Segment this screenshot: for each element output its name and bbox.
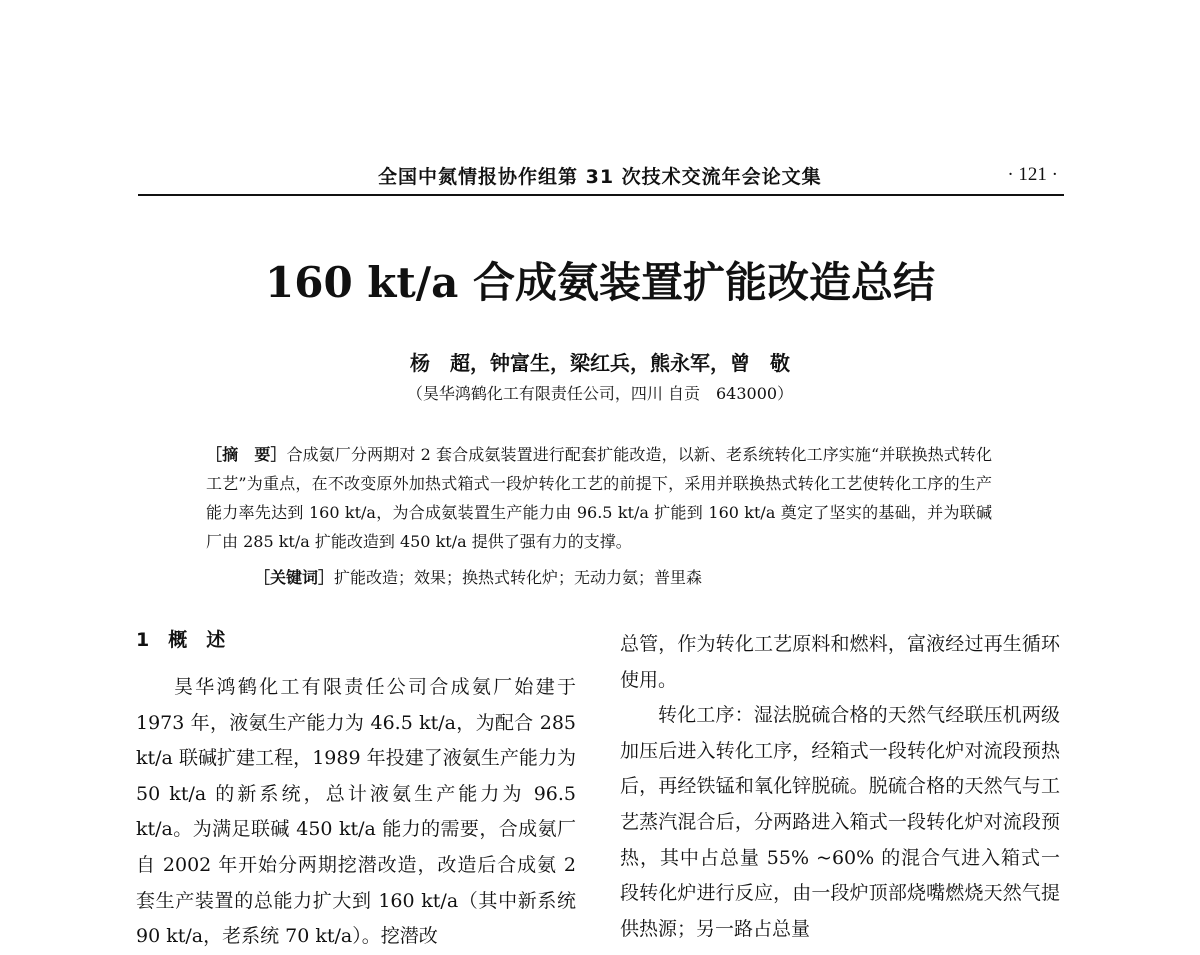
abstract-text: 合成氨厂分两期对 2 套合成氨装置进行配套扩能改造，以新、老系统转化工序实施“并联换热式转化工艺”为重点，在不改变原外加热式箱式一段炉转化工艺的前提下，采用并联换热式转化工艺使转化工序的生产能力率先达到 160 kt/a，为合成氨装置生产能力由 96.5 kt/a 扩能到 160 kt/a 奠定了坚实的基础，并为联碱厂由 285 kt/a 扩能改造到 450 kt/a 提供了强有力的支撑。 [206,445,992,551]
running-title: 全国中氮情报协作组第 31 次技术交流年会论文集 [378,166,822,188]
paper-title: 160 kt/a 合成氨装置扩能改造总结 [265,258,935,307]
running-header [138,158,1064,196]
keywords [254,563,994,592]
keywords-label: ［关键词］ [254,568,335,587]
section-heading: 1 概 述 [136,629,226,651]
affiliation: （昊华鸿鹤化工有限责任公司，四川 自贡 643000） [406,384,794,403]
paragraph: 转化工序：湿法脱硫合格的天然气经联压机两级加压后进入转化工序，经箱式一段转化炉对流段预热后，再经铁锰和氧化锌脱硫。脱硫合格的天然气与工艺蒸汽混合后，分两路进入箱式一段转化炉对流段预热，其中占总量 55% ~60% 的混合气进入箱式一段转化炉进行反应，由一段炉顶部烧嘴燃烧天然气提供热源；另一路占总量 [620,704,1060,940]
authors: 杨 超，钟富生，梁红兵，熊永军，曾 敬 [410,351,790,375]
page-number: · 121 · [1007,164,1058,185]
abstract-label: ［摘 要］ [206,445,287,464]
left-column [136,622,576,955]
abstract [206,440,992,556]
paragraph: 昊华鸿鹤化工有限责任公司合成氨厂始建于 1973 年，液氨生产能力为 46.5 kt/a，为配合 285 kt/a 联碱扩建工程，1989 年投建了液氨生产能力为 50 kt/a 的新系统，总计液氨生产能力为 96.5 kt/a。为满足联碱 450 kt/a 能力的需要，合成氨厂自 2002 年开始分两期挖潜改造，改造后合成氨 2 套生产装置的总能力扩大到 160 kt/a（其中新系统 90 kt/a，老系统 70 kt/a）。挖潜改 [136,676,576,948]
paragraph: 总管，作为转化工艺原料和燃料，富液经过再生循环使用。 [620,633,1060,691]
keywords-text: 扩能改造；效果；换热式转化炉；无动力氨；普里森 [334,568,703,587]
right-column [620,627,1060,947]
